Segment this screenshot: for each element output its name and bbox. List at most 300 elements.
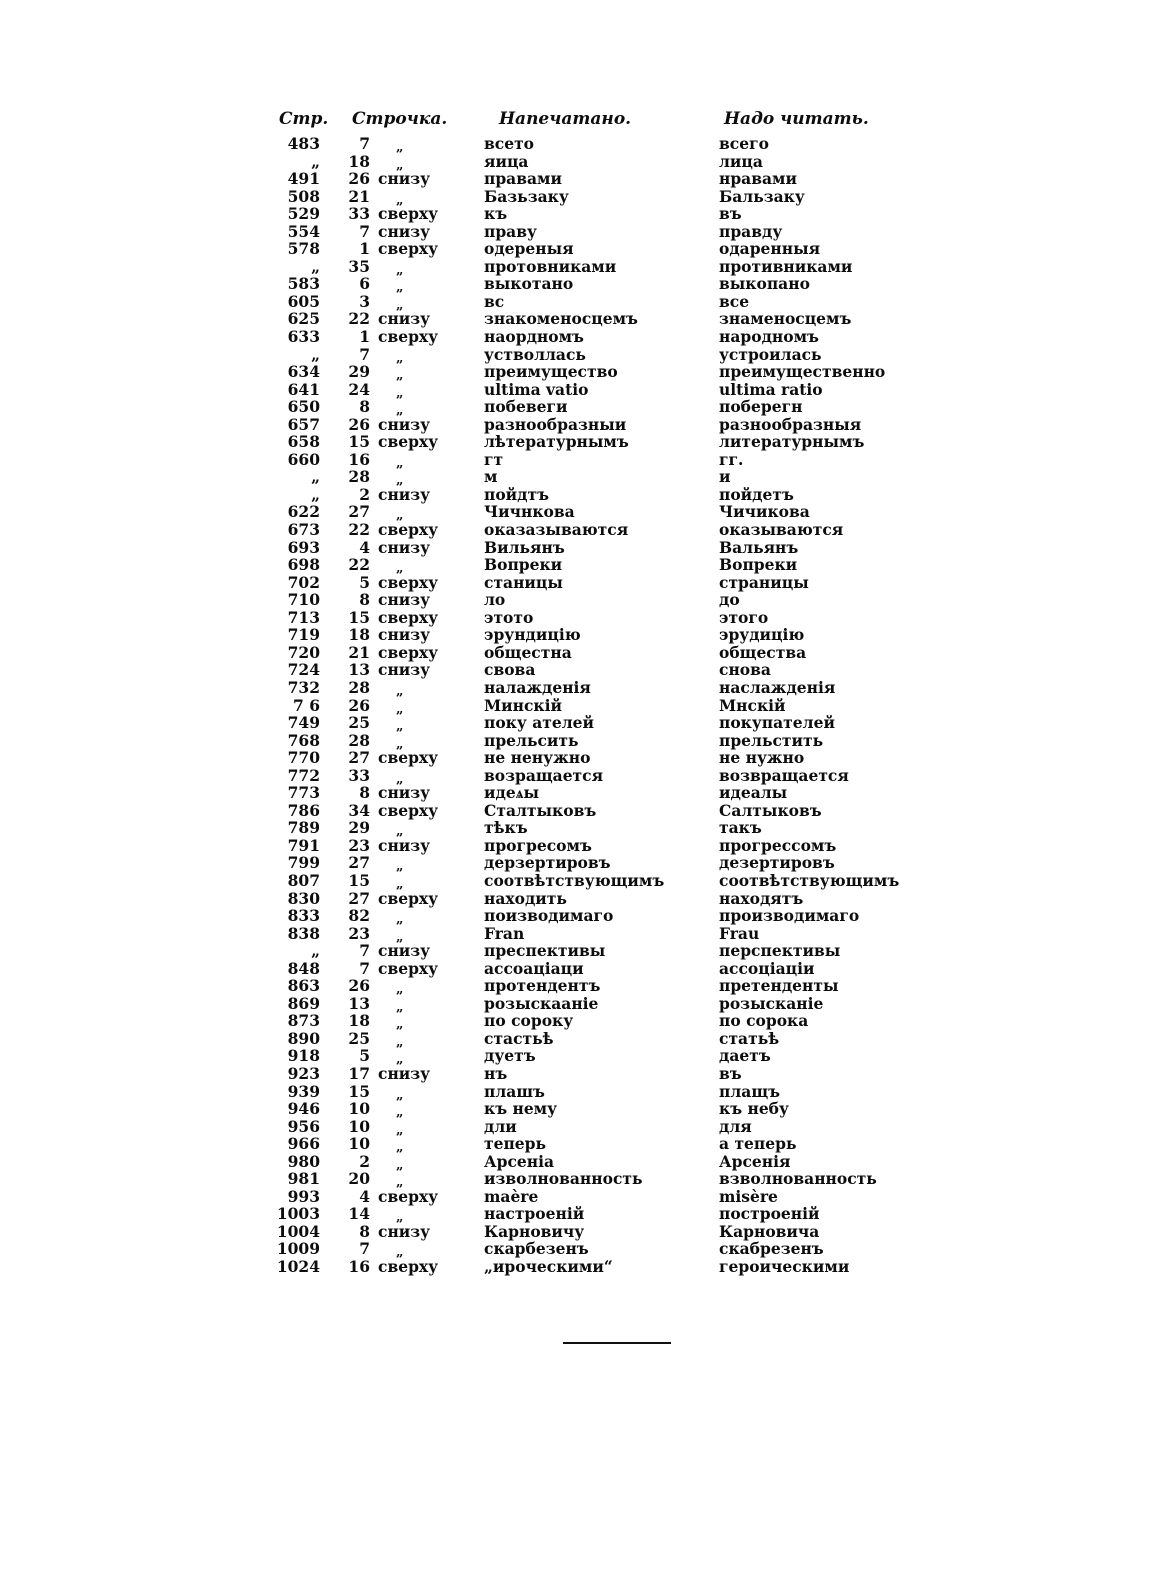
row-page: 966	[287, 1134, 320, 1154]
row-page: 1024	[276, 1257, 320, 1276]
row-printed: поизводимаго	[484, 906, 614, 926]
row-read: знаменосцемъ	[719, 309, 852, 329]
row-read: и	[719, 467, 731, 487]
row-position: „	[396, 736, 404, 752]
row-printed: гт	[484, 449, 504, 469]
row-position: „	[396, 701, 404, 717]
errata-row	[0, 555, 1163, 577]
errata-row	[0, 574, 1163, 592]
row-read: скабрезенъ	[719, 1239, 824, 1259]
row-page: 698	[287, 555, 320, 575]
row-read: въ	[719, 204, 742, 224]
errata-row	[0, 872, 1163, 890]
row-printed: соотвѣтствующимъ	[484, 870, 665, 890]
row-printed: поку ателей	[484, 713, 594, 733]
row-printed: тѣкъ	[484, 818, 528, 838]
errata-row	[0, 416, 1163, 434]
row-read: разнообразныя	[719, 414, 862, 434]
row-read: оказываются	[719, 520, 844, 540]
row-position: „	[396, 982, 404, 998]
row-read: прельстить	[719, 730, 824, 750]
row-line-number: 27	[348, 748, 370, 768]
row-read: Frau	[719, 923, 760, 943]
errata-row	[0, 697, 1163, 715]
row-page: „	[311, 256, 320, 276]
row-page: 732	[287, 677, 320, 697]
row-position: „	[396, 999, 404, 1015]
row-line-number: 4	[359, 537, 370, 557]
row-position: сверху	[378, 800, 439, 820]
row-page: 791	[287, 835, 320, 855]
row-position: „	[396, 368, 404, 384]
errata-row	[0, 310, 1163, 328]
errata-row	[0, 1169, 1163, 1191]
row-position: снизу	[378, 783, 431, 803]
row-position: снизу	[378, 660, 431, 680]
errata-row	[0, 661, 1163, 679]
row-line-number: 21	[348, 642, 370, 662]
row-page: 1004	[276, 1221, 320, 1241]
row-position: снизу	[378, 221, 431, 241]
row-line-number: 1	[359, 327, 370, 347]
row-page: 838	[287, 923, 320, 943]
row-page: 633	[287, 327, 320, 347]
row-printed: станицы	[484, 572, 563, 592]
row-position: „	[396, 350, 404, 366]
row-read: Чичикова	[719, 502, 810, 522]
row-read: выкопано	[719, 274, 810, 294]
row-read: правду	[719, 221, 783, 241]
row-position: снизу	[378, 484, 431, 504]
row-line-number: 26	[348, 695, 370, 715]
errata-row	[0, 713, 1163, 735]
errata-row	[0, 451, 1163, 469]
row-read: даетъ	[719, 1046, 771, 1066]
row-line-number: 33	[348, 204, 370, 224]
row-read: ultima ratio	[719, 379, 823, 399]
row-read: идеалы	[719, 783, 788, 803]
row-printed: теперь	[484, 1134, 547, 1154]
row-read: а теперь	[719, 1134, 797, 1154]
row-line-number: 29	[348, 362, 370, 382]
row-printed: лѣтературнымъ	[484, 432, 629, 452]
row-line-number: 23	[348, 923, 370, 943]
row-read: снова	[719, 660, 771, 680]
row-position: снизу	[378, 590, 431, 610]
row-position: „	[396, 473, 404, 489]
row-page: 786	[287, 800, 320, 820]
row-printed: разнообразныи	[484, 414, 627, 434]
row-page: 702	[287, 572, 320, 592]
row-printed: возращается	[484, 765, 604, 785]
row-page: 873	[287, 1011, 320, 1031]
row-line-number: 6	[359, 274, 370, 294]
row-page: 710	[287, 590, 320, 610]
errata-row	[0, 205, 1163, 223]
row-page: 673	[287, 520, 320, 540]
row-printed: этото	[484, 607, 534, 627]
row-position: снизу	[378, 309, 431, 329]
row-line-number: 26	[348, 414, 370, 434]
row-line-number: 15	[348, 607, 370, 627]
row-page: 981	[287, 1169, 320, 1189]
row-printed: не ненужно	[484, 748, 591, 768]
row-line-number: 24	[348, 379, 370, 399]
row-position: „	[396, 1140, 404, 1156]
row-line-number: 27	[348, 502, 370, 522]
row-page: 529	[287, 204, 320, 224]
errata-row	[0, 521, 1163, 539]
row-read: Мнскій	[719, 695, 786, 715]
row-page: 848	[287, 958, 320, 978]
errata-row	[0, 240, 1163, 258]
row-read: народномъ	[719, 327, 819, 347]
row-printed: правами	[484, 169, 562, 189]
row-page: 799	[287, 853, 320, 873]
row-position: сверху	[378, 888, 439, 908]
errata-row	[0, 1223, 1163, 1241]
row-position: „	[396, 1157, 404, 1173]
errata-row	[0, 328, 1163, 346]
row-printed: всето	[484, 134, 535, 153]
row-line-number: 28	[348, 467, 370, 487]
row-line-number: 25	[348, 1028, 370, 1048]
row-line-number: 22	[348, 555, 370, 575]
row-position: сверху	[378, 432, 439, 452]
row-page: 918	[287, 1046, 320, 1066]
row-printed: „ироческими“	[484, 1257, 613, 1276]
row-read: Арсенія	[719, 1151, 791, 1171]
row-read: такъ	[719, 818, 762, 838]
row-position: сверху	[378, 748, 439, 768]
row-read: прогрессомъ	[719, 835, 837, 855]
errata-row	[0, 1134, 1163, 1156]
row-read: къ небу	[719, 1099, 789, 1119]
row-line-number: 8	[359, 397, 370, 417]
errata-row	[0, 890, 1163, 908]
row-page: 719	[287, 625, 320, 645]
row-printed: оказазываются	[484, 520, 629, 540]
row-read: Бальзаку	[719, 186, 805, 206]
row-printed: протовниками	[484, 256, 617, 276]
row-page: 1009	[276, 1239, 320, 1259]
errata-row	[0, 1204, 1163, 1226]
row-position: сверху	[378, 607, 439, 627]
errata-row	[0, 1011, 1163, 1033]
row-page: 724	[287, 660, 320, 680]
errata-row	[0, 539, 1163, 557]
row-printed: преимущество	[484, 362, 618, 382]
errata-row	[0, 1258, 1163, 1276]
row-page: 7 6	[293, 695, 320, 715]
row-printed: къ	[484, 204, 508, 224]
row-page: „	[311, 941, 320, 961]
row-page: 939	[287, 1081, 320, 1101]
row-position: „	[396, 1175, 404, 1191]
row-page: 720	[287, 642, 320, 662]
row-page: 658	[287, 432, 320, 452]
row-printed: ultima vatio	[484, 379, 589, 399]
row-read: перспективы	[719, 941, 841, 961]
row-position: „	[396, 1105, 404, 1121]
row-page: 641	[287, 379, 320, 399]
row-read: этого	[719, 607, 769, 627]
errata-row	[0, 1099, 1163, 1121]
row-page: 770	[287, 748, 320, 768]
row-page: 863	[287, 976, 320, 996]
row-read: все	[719, 291, 750, 311]
row-page: 923	[287, 1063, 320, 1083]
errata-row	[0, 767, 1163, 785]
row-read: Салтыковъ	[719, 800, 822, 820]
row-page: 693	[287, 537, 320, 557]
errata-row	[0, 925, 1163, 943]
errata-row	[0, 1118, 1163, 1136]
row-page: 768	[287, 730, 320, 750]
row-position: „	[396, 561, 404, 577]
row-read: розысканіе	[719, 993, 824, 1013]
row-read: одаренныя	[719, 239, 821, 259]
errata-row	[0, 609, 1163, 627]
row-position: „	[396, 385, 404, 401]
row-position: сверху	[378, 520, 439, 540]
row-read: соотвѣтствующимъ	[719, 870, 900, 890]
row-read: устроилась	[719, 344, 822, 364]
row-printed: дуетъ	[484, 1046, 536, 1066]
row-printed: налажденія	[484, 677, 591, 697]
row-printed: нъ	[484, 1063, 508, 1083]
row-printed: выкотано	[484, 274, 574, 294]
errata-row	[0, 1065, 1163, 1083]
errata-row	[0, 853, 1163, 875]
row-line-number: 21	[348, 186, 370, 206]
errata-row	[0, 644, 1163, 662]
row-position: „	[396, 455, 404, 471]
row-position: „	[396, 1017, 404, 1033]
row-line-number: 35	[348, 256, 370, 276]
row-printed: наордномъ	[484, 327, 584, 347]
row-page: 483	[287, 134, 320, 153]
row-position: снизу	[378, 835, 431, 855]
row-printed: Базьзаку	[484, 186, 569, 206]
row-read: производимаго	[719, 906, 860, 926]
row-printed: преспективы	[484, 941, 606, 961]
row-line-number: 16	[348, 449, 370, 469]
row-position: „	[396, 280, 404, 296]
row-read: не нужно	[719, 748, 805, 768]
row-position: снизу	[378, 1221, 431, 1241]
row-printed: ассоаціаци	[484, 958, 584, 978]
row-line-number: 2	[359, 1151, 370, 1171]
row-page: 869	[287, 993, 320, 1013]
row-line-number: 8	[359, 1221, 370, 1241]
errata-row	[0, 1030, 1163, 1048]
row-position: „	[396, 824, 404, 840]
row-printed: настроеній	[484, 1204, 585, 1224]
row-line-number: 26	[348, 976, 370, 996]
row-read: въ	[719, 1063, 742, 1083]
row-line-number: 82	[348, 906, 370, 926]
row-page: 830	[287, 888, 320, 908]
row-page: 956	[287, 1116, 320, 1136]
row-line-number: 22	[348, 309, 370, 329]
errata-row	[0, 1239, 1163, 1261]
row-printed: яица	[484, 151, 529, 171]
row-line-number: 17	[348, 1063, 370, 1083]
row-line-number: 7	[359, 941, 370, 961]
row-position: сверху	[378, 204, 439, 224]
row-position: „	[396, 157, 404, 173]
row-printed: Чичнкова	[484, 502, 575, 522]
row-line-number: 13	[348, 993, 370, 1013]
row-page: 634	[287, 362, 320, 382]
row-page: 749	[287, 713, 320, 733]
errata-row	[0, 362, 1163, 384]
row-position: „	[396, 508, 404, 524]
row-printed: Сталтыковъ	[484, 800, 597, 820]
row-read: ассоціаціи	[719, 958, 815, 978]
row-page: 993	[287, 1186, 320, 1206]
row-line-number: 25	[348, 713, 370, 733]
row-page: 713	[287, 607, 320, 627]
row-position: снизу	[378, 941, 431, 961]
row-position: „	[396, 912, 404, 928]
errata-row	[0, 346, 1163, 364]
header-line: Строчка.	[352, 109, 448, 129]
errata-row	[0, 906, 1163, 928]
row-page: 650	[287, 397, 320, 417]
row-position: снизу	[378, 625, 431, 645]
row-line-number: 5	[359, 572, 370, 592]
row-printed: ло	[484, 590, 506, 610]
row-line-number: 15	[348, 432, 370, 452]
row-line-number: 26	[348, 169, 370, 189]
row-printed: одереныя	[484, 239, 574, 259]
row-printed: прогресомъ	[484, 835, 592, 855]
row-position: снизу	[378, 414, 431, 434]
errata-row	[0, 732, 1163, 750]
row-line-number: 27	[348, 888, 370, 908]
errata-row	[0, 591, 1163, 609]
row-printed: maère	[484, 1186, 539, 1206]
row-printed: протендентъ	[484, 976, 601, 996]
row-line-number: 5	[359, 1046, 370, 1066]
row-position: „	[396, 929, 404, 945]
row-page: 578	[287, 239, 320, 259]
header-printed: Напечатано.	[499, 109, 632, 129]
errata-row	[0, 802, 1163, 820]
errata-row	[0, 679, 1163, 697]
row-printed: общестна	[484, 642, 572, 662]
row-position: сверху	[378, 1186, 439, 1206]
row-position: „	[396, 1087, 404, 1103]
row-printed: дерзертировъ	[484, 853, 611, 873]
errata-row	[0, 397, 1163, 419]
row-line-number: 29	[348, 818, 370, 838]
row-printed: вс	[484, 291, 505, 311]
row-line-number: 16	[348, 1257, 370, 1276]
row-printed: побевеги	[484, 397, 568, 417]
row-line-number: 20	[348, 1169, 370, 1189]
errata-row	[0, 153, 1163, 171]
row-position: „	[396, 1052, 404, 1068]
row-line-number: 15	[348, 870, 370, 890]
row-page: 807	[287, 870, 320, 890]
row-read: плащъ	[719, 1081, 780, 1101]
row-position: „	[396, 297, 404, 313]
row-printed: находить	[484, 888, 567, 908]
row-printed: изволнованность	[484, 1169, 643, 1189]
row-page: „	[311, 344, 320, 364]
row-position: сверху	[378, 1257, 439, 1276]
row-line-number: 10	[348, 1116, 370, 1136]
row-position: „	[396, 1034, 404, 1050]
row-read: для	[719, 1116, 752, 1136]
row-line-number: 7	[359, 1239, 370, 1259]
row-position: сверху	[378, 327, 439, 347]
row-printed: Вопреки	[484, 555, 563, 575]
row-read: возвращается	[719, 765, 849, 785]
row-page: 660	[287, 449, 320, 469]
row-printed: Арсеніа	[484, 1151, 555, 1171]
errata-table	[0, 135, 1163, 1276]
errata-row	[0, 1188, 1163, 1206]
row-position: „	[396, 771, 404, 787]
row-read: статьѣ	[719, 1028, 780, 1048]
row-line-number: 7	[359, 958, 370, 978]
row-line-number: 1	[359, 239, 370, 259]
row-page: „	[311, 151, 320, 171]
row-read: противниками	[719, 256, 853, 276]
row-page: 491	[287, 169, 320, 189]
row-page: „	[311, 484, 320, 504]
row-read: страницы	[719, 572, 809, 592]
row-position: „	[396, 876, 404, 892]
row-line-number: 13	[348, 660, 370, 680]
row-printed: розыскааніе	[484, 993, 599, 1013]
errata-row	[0, 976, 1163, 998]
row-read: литературнымъ	[719, 432, 865, 452]
row-read: лица	[719, 151, 763, 171]
row-line-number: 34	[348, 800, 370, 820]
row-line-number: 7	[359, 344, 370, 364]
row-page: 946	[287, 1099, 320, 1119]
errata-row	[0, 1153, 1163, 1171]
row-read: до	[719, 590, 740, 610]
row-line-number: 28	[348, 677, 370, 697]
row-page: 789	[287, 818, 320, 838]
row-printed: прельсить	[484, 730, 579, 750]
row-printed: свова	[484, 660, 536, 680]
row-line-number: 2	[359, 484, 370, 504]
row-position: сверху	[378, 572, 439, 592]
errata-row	[0, 1083, 1163, 1101]
errata-row	[0, 837, 1163, 855]
row-position: сверху	[378, 239, 439, 259]
row-printed: Вильянъ	[484, 537, 565, 557]
row-page: 980	[287, 1151, 320, 1171]
row-read: эрудицію	[719, 625, 805, 645]
row-position: „	[396, 1122, 404, 1138]
row-printed: устволлась	[484, 344, 586, 364]
row-page: 605	[287, 291, 320, 311]
row-printed: скарбезенъ	[484, 1239, 589, 1259]
row-position: снизу	[378, 537, 431, 557]
errata-row	[0, 223, 1163, 241]
row-read: всего	[719, 134, 769, 153]
row-printed: знакоменосцемъ	[484, 309, 638, 329]
row-read: преимущественно	[719, 362, 886, 382]
